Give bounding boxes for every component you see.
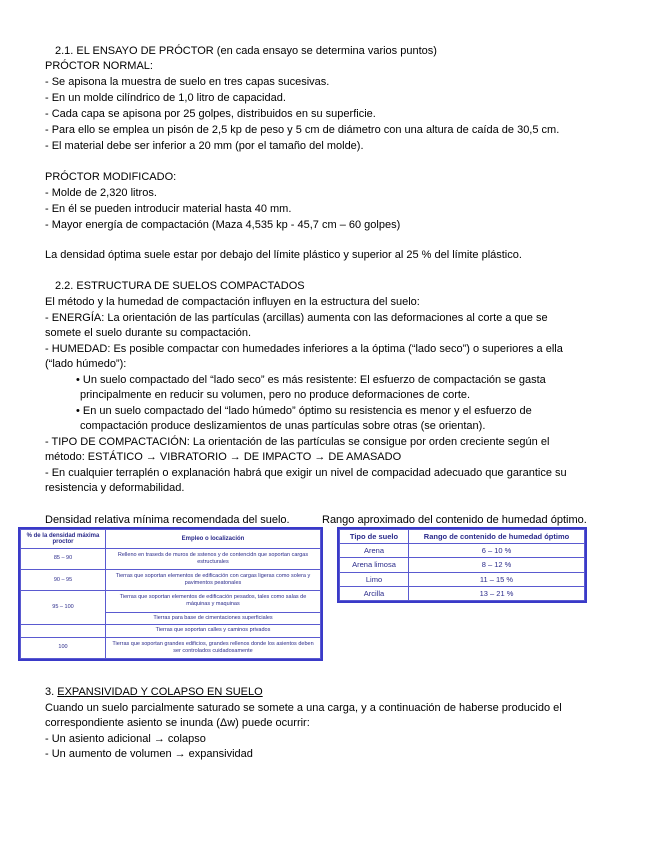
density-table-caption: Densidad relativa mínima recomendada del suelo. (45, 514, 290, 526)
proctor-normal-item: - El material debe ser inferior a 20 mm (por el tamaño del molde). (45, 140, 364, 152)
proctor-normal-item: - Se apisona la muestra de suelo en tres capas sucesivas. (45, 76, 330, 88)
table-row (21, 637, 321, 658)
density-cell: Tierras que soportan grandes edificios, grandes rellenos donde los asientos deben ser controlados cuidadosamente (106, 637, 321, 658)
density-header: % de la densidad máxima proctor (21, 530, 106, 549)
density-cell: 100 (21, 637, 106, 658)
density-cell: Tierras para base de cimentaciones superficiales (106, 612, 321, 625)
paragraph-line: - HUMEDAD: Es posible compactar con humedades inferiores a la óptima (“lado seco”) o superiores a ella (45, 343, 563, 355)
bullet-item: • Un suelo compactado del “lado seco” es más resistente: El esfuerzo de compactación se gasta (76, 374, 546, 386)
section-2-1-heading: 2.1. EL ENSAYO DE PRÓCTOR (en cada ensayo se determina varios puntos) (55, 45, 437, 57)
paragraph-line: Cuando un suelo parcialmente saturado se somete a una carga, y a continuación de haberse producido el (45, 702, 562, 714)
humidity-header: Tipo de suelo (340, 530, 409, 544)
paragraph-line: - En cualquier terraplén o explanación habrá que exigir un nivel de compacidad adecuado que garantice su (45, 467, 567, 479)
table-row (21, 591, 321, 612)
bullet-continuation: compactación produce deslizamientos de unas partículas sobre otras (se orientan). (80, 420, 486, 432)
density-table-frame (18, 527, 323, 661)
humidity-cell: Arena limosa (340, 558, 409, 572)
proctor-normal-title: PRÓCTOR NORMAL: (45, 60, 153, 72)
density-cell: Tierras que soportan calles y caminos privados (106, 625, 321, 638)
table-row (21, 548, 321, 569)
density-cell: 90 – 95 (21, 570, 106, 591)
table-row (340, 544, 585, 558)
density-cell (21, 625, 106, 638)
proctor-modified-item: - Mayor energía de compactación (Maza 4,535 kp - 45,7 cm – 60 golpes) (45, 219, 401, 231)
table-row (21, 625, 321, 638)
proctor-normal-item: - En un molde cilíndrico de 1,0 litro de capacidad. (45, 92, 286, 104)
density-note: La densidad óptima suele estar por debajo del límite plástico y superior al 25 % del límite plástico. (45, 249, 522, 261)
table-row (340, 558, 585, 572)
density-cell: Relleno en traseds de muros de sstenos y de contencidn que soportan cargas estructurales (106, 548, 321, 569)
paragraph-line: El método y la humedad de compactación influyen en la estructura del suelo: (45, 296, 420, 308)
paragraph-line: - Un asiento adicional → colapso (45, 733, 206, 745)
humidity-cell: Arena (340, 544, 409, 558)
proctor-modified-title: PRÓCTOR MODIFICADO: (45, 171, 177, 183)
proctor-normal-item: - Cada capa se apisona por 25 golpes, distribuidos en su superficie. (45, 108, 376, 120)
density-cell: 85 – 90 (21, 548, 106, 569)
humidity-cell: 13 – 21 % (409, 586, 585, 600)
paragraph-line: (“lado húmedo”): (45, 358, 127, 370)
humidity-table-caption: Rango aproximado del contenido de humedad óptimo. (322, 514, 587, 526)
humidity-cell: 11 – 15 % (409, 572, 585, 586)
paragraph-line: somete el suelo durante su compactación. (45, 327, 252, 339)
humidity-cell: 8 – 12 % (409, 558, 585, 572)
density-header: Empleo o localización (106, 530, 321, 549)
density-cell: Tierras que soportan elementos de edificación pesados, tales como salas de máquinas y maquinas (106, 591, 321, 612)
section-3-heading (45, 685, 263, 700)
paragraph-line: correspondiente asiento se inunda (Δw) puede ocurrir: (45, 717, 310, 729)
table-row (21, 570, 321, 591)
paragraph-line: resistencia y deformabilidad. (45, 482, 185, 494)
proctor-modified-item: - Molde de 2,320 litros. (45, 187, 157, 199)
bullet-continuation: principalmente en reducir su volumen, pero no produce deformaciones de corte. (80, 389, 471, 401)
proctor-modified-item: - En él se pueden introducir material hasta 40 mm. (45, 203, 292, 215)
table-row (340, 586, 585, 600)
humidity-cell: Arcilla (340, 586, 409, 600)
proctor-normal-item: - Para ello se emplea un pisón de 2,5 kp de peso y 5 cm de diámetro con una altura de caída de 30,5 cm. (45, 124, 560, 136)
section-2-2-heading: 2.2. ESTRUCTURA DE SUELOS COMPACTADOS (55, 280, 305, 292)
paragraph-line: método: ESTÁTICO → VIBRATORIO → DE IMPACTO → DE AMASADO (45, 451, 402, 463)
paragraph-line: - Un aumento de volumen → expansividad (45, 748, 253, 760)
density-cell: Tierras que soportan elementos de edificación con cargas ligeras como solera y pavimentos peatonales (106, 570, 321, 591)
paragraph-line: - ENERGÍA: La orientación de las partículas (arcillas) aumenta con las deformaciones al corte a que se (45, 312, 548, 324)
humidity-table (339, 529, 585, 601)
density-table (20, 529, 321, 659)
table-row (340, 572, 585, 586)
humidity-header: Rango de contenido de humedad óptimo (409, 530, 585, 544)
section-3-title: EXPANSIVIDAD Y COLAPSO EN SUELO (57, 686, 263, 698)
humidity-cell: Limo (340, 572, 409, 586)
density-cell: 95 – 100 (21, 591, 106, 625)
paragraph-line: - TIPO DE COMPACTACIÓN: La orientación de las partículas se consigue por orden creciente según el (45, 436, 550, 448)
humidity-table-frame (337, 527, 587, 603)
bullet-item: • En un suelo compactado del “lado húmedo” óptimo su resistencia es menor y el esfuerzo de (76, 405, 532, 417)
humidity-cell: 6 – 10 % (409, 544, 585, 558)
section-3-number: 3. (45, 686, 55, 698)
